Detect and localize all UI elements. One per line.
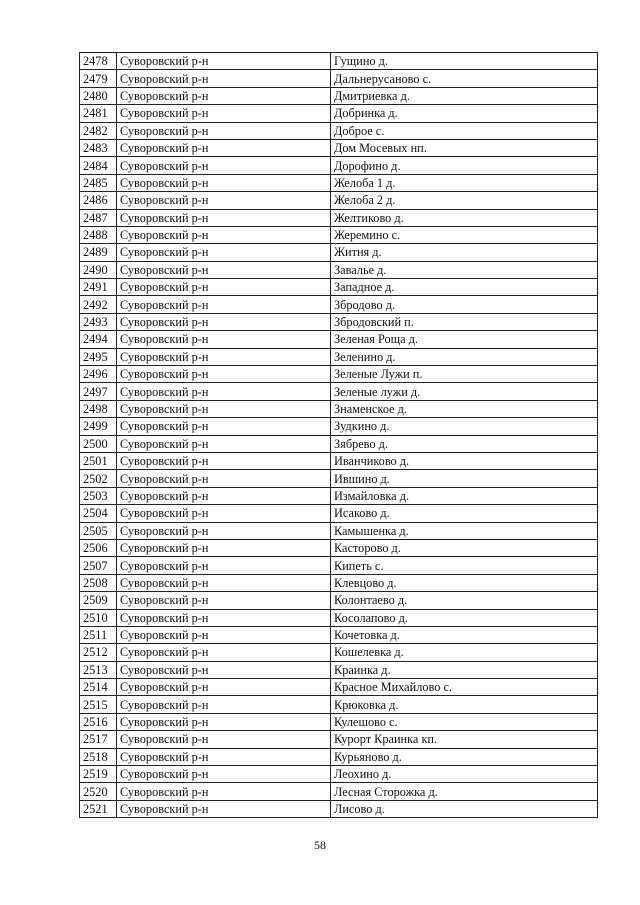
settlements-table <box>79 52 598 818</box>
district-cell: Суворовский р-н <box>117 505 331 522</box>
settlement-cell: Краинка д. <box>331 661 598 678</box>
table-row <box>80 487 598 504</box>
district-cell: Суворовский р-н <box>117 435 331 452</box>
district-cell: Суворовский р-н <box>117 313 331 330</box>
table-row <box>80 626 598 643</box>
settlement-cell: Желоба 2 д. <box>331 192 598 209</box>
row-number-cell: 2493 <box>80 313 117 330</box>
settlement-cell: Доброе с. <box>331 122 598 139</box>
table-row <box>80 400 598 417</box>
district-cell: Суворовский р-н <box>117 192 331 209</box>
row-number-cell: 2514 <box>80 679 117 696</box>
row-number-cell: 2496 <box>80 366 117 383</box>
settlement-cell: Дальнерусаново с. <box>331 70 598 87</box>
row-number-cell: 2490 <box>80 261 117 278</box>
settlement-cell: Зеленые Лужи п. <box>331 366 598 383</box>
settlement-cell: Леохино д. <box>331 766 598 783</box>
table-row <box>80 296 598 313</box>
row-number-cell: 2481 <box>80 105 117 122</box>
district-cell: Суворовский р-н <box>117 452 331 469</box>
table-row <box>80 731 598 748</box>
table-row <box>80 105 598 122</box>
district-cell: Суворовский р-н <box>117 296 331 313</box>
district-cell: Суворовский р-н <box>117 261 331 278</box>
row-number-cell: 2485 <box>80 174 117 191</box>
row-number-cell: 2511 <box>80 626 117 643</box>
table-row <box>80 452 598 469</box>
table-row <box>80 505 598 522</box>
district-cell: Суворовский р-н <box>117 244 331 261</box>
row-number-cell: 2504 <box>80 505 117 522</box>
settlement-cell: Ившино д. <box>331 470 598 487</box>
district-cell: Суворовский р-н <box>117 209 331 226</box>
row-number-cell: 2492 <box>80 296 117 313</box>
table-row <box>80 609 598 626</box>
settlement-cell: Кипеть с. <box>331 557 598 574</box>
district-cell: Суворовский р-н <box>117 800 331 817</box>
row-number-cell: 2494 <box>80 331 117 348</box>
settlement-cell: Зеленые лужи д. <box>331 383 598 400</box>
table-row <box>80 331 598 348</box>
table-row <box>80 679 598 696</box>
settlement-cell: Иванчиково д. <box>331 452 598 469</box>
row-number-cell: 2518 <box>80 748 117 765</box>
row-number-cell: 2502 <box>80 470 117 487</box>
row-number-cell: 2495 <box>80 348 117 365</box>
district-cell: Суворовский р-н <box>117 331 331 348</box>
settlement-cell: Завалье д. <box>331 261 598 278</box>
district-cell: Суворовский р-н <box>117 348 331 365</box>
settlement-cell: Добринка д. <box>331 105 598 122</box>
table-row <box>80 157 598 174</box>
settlement-cell: Жеремино с. <box>331 226 598 243</box>
settlement-cell: Измайловка д. <box>331 487 598 504</box>
table-row <box>80 539 598 556</box>
settlement-cell: Знаменское д. <box>331 400 598 417</box>
district-cell: Суворовский р-н <box>117 400 331 417</box>
table-row <box>80 226 598 243</box>
settlement-cell: Курорт Краинка кп. <box>331 731 598 748</box>
district-cell: Суворовский р-н <box>117 574 331 591</box>
settlement-cell: Красное Михайлово с. <box>331 679 598 696</box>
settlement-cell: Житня д. <box>331 244 598 261</box>
table-row <box>80 383 598 400</box>
district-cell: Суворовский р-н <box>117 644 331 661</box>
settlement-cell: Исаково д. <box>331 505 598 522</box>
settlement-cell: Камышенка д. <box>331 522 598 539</box>
row-number-cell: 2483 <box>80 139 117 156</box>
district-cell: Суворовский р-н <box>117 679 331 696</box>
settlement-cell: Кулешово с. <box>331 713 598 730</box>
table-row <box>80 713 598 730</box>
row-number-cell: 2500 <box>80 435 117 452</box>
settlement-cell: Касторово д. <box>331 539 598 556</box>
row-number-cell: 2517 <box>80 731 117 748</box>
settlement-cell: Кошелевка д. <box>331 644 598 661</box>
row-number-cell: 2513 <box>80 661 117 678</box>
district-cell: Суворовский р-н <box>117 626 331 643</box>
settlement-cell: Желтиково д. <box>331 209 598 226</box>
settlement-cell: Кочетовка д. <box>331 626 598 643</box>
district-cell: Суворовский р-н <box>117 609 331 626</box>
district-cell: Суворовский р-н <box>117 713 331 730</box>
district-cell: Суворовский р-н <box>117 53 331 70</box>
table-row <box>80 70 598 87</box>
district-cell: Суворовский р-н <box>117 557 331 574</box>
table-row <box>80 592 598 609</box>
settlement-cell: Зеленино д. <box>331 348 598 365</box>
settlement-cell: Гущино д. <box>331 53 598 70</box>
table-row <box>80 435 598 452</box>
district-cell: Суворовский р-н <box>117 748 331 765</box>
settlement-cell: Клевцово д. <box>331 574 598 591</box>
table-row <box>80 279 598 296</box>
row-number-cell: 2486 <box>80 192 117 209</box>
table-row <box>80 766 598 783</box>
settlement-cell: Зеленая Роща д. <box>331 331 598 348</box>
row-number-cell: 2505 <box>80 522 117 539</box>
settlement-cell: Зябрево д. <box>331 435 598 452</box>
table-row <box>80 53 598 70</box>
district-cell: Суворовский р-н <box>117 783 331 800</box>
table-row <box>80 644 598 661</box>
settlement-cell: Збродовский п. <box>331 313 598 330</box>
table-body <box>80 53 598 818</box>
row-number-cell: 2521 <box>80 800 117 817</box>
district-cell: Суворовский р-н <box>117 731 331 748</box>
row-number-cell: 2508 <box>80 574 117 591</box>
table-row <box>80 261 598 278</box>
district-cell: Суворовский р-н <box>117 226 331 243</box>
table-row <box>80 748 598 765</box>
district-cell: Суворовский р-н <box>117 487 331 504</box>
table-row <box>80 192 598 209</box>
district-cell: Суворовский р-н <box>117 592 331 609</box>
row-number-cell: 2482 <box>80 122 117 139</box>
table-row <box>80 661 598 678</box>
row-number-cell: 2512 <box>80 644 117 661</box>
table-row <box>80 348 598 365</box>
row-number-cell: 2497 <box>80 383 117 400</box>
row-number-cell: 2491 <box>80 279 117 296</box>
table-row <box>80 366 598 383</box>
district-cell: Суворовский р-н <box>117 139 331 156</box>
district-cell: Суворовский р-н <box>117 661 331 678</box>
table-row <box>80 87 598 104</box>
district-cell: Суворовский р-н <box>117 105 331 122</box>
settlement-cell: Колонтаево д. <box>331 592 598 609</box>
row-number-cell: 2478 <box>80 53 117 70</box>
page-number: 58 <box>314 838 326 852</box>
district-cell: Суворовский р-н <box>117 366 331 383</box>
district-cell: Суворовский р-н <box>117 696 331 713</box>
table-row <box>80 557 598 574</box>
district-cell: Суворовский р-н <box>117 157 331 174</box>
row-number-cell: 2509 <box>80 592 117 609</box>
settlement-cell: Збродово д. <box>331 296 598 313</box>
table-row <box>80 696 598 713</box>
row-number-cell: 2489 <box>80 244 117 261</box>
settlement-cell: Дом Мосевых нп. <box>331 139 598 156</box>
district-cell: Суворовский р-н <box>117 766 331 783</box>
row-number-cell: 2519 <box>80 766 117 783</box>
district-cell: Суворовский р-н <box>117 522 331 539</box>
settlement-cell: Лисово д. <box>331 800 598 817</box>
district-cell: Суворовский р-н <box>117 470 331 487</box>
table-row <box>80 522 598 539</box>
table-row <box>80 244 598 261</box>
district-cell: Суворовский р-н <box>117 70 331 87</box>
row-number-cell: 2498 <box>80 400 117 417</box>
settlement-cell: Западное д. <box>331 279 598 296</box>
row-number-cell: 2487 <box>80 209 117 226</box>
settlement-cell: Дорофино д. <box>331 157 598 174</box>
table-row <box>80 174 598 191</box>
settlement-cell: Курьяново д. <box>331 748 598 765</box>
row-number-cell: 2484 <box>80 157 117 174</box>
row-number-cell: 2520 <box>80 783 117 800</box>
row-number-cell: 2506 <box>80 539 117 556</box>
table-row <box>80 313 598 330</box>
district-cell: Суворовский р-н <box>117 87 331 104</box>
table-row <box>80 139 598 156</box>
table-row <box>80 209 598 226</box>
district-cell: Суворовский р-н <box>117 279 331 296</box>
row-number-cell: 2488 <box>80 226 117 243</box>
settlement-cell: Лесная Сторожка д. <box>331 783 598 800</box>
row-number-cell: 2507 <box>80 557 117 574</box>
row-number-cell: 2479 <box>80 70 117 87</box>
settlement-cell: Желоба 1 д. <box>331 174 598 191</box>
settlement-cell: Дмитриевка д. <box>331 87 598 104</box>
district-cell: Суворовский р-н <box>117 539 331 556</box>
district-cell: Суворовский р-н <box>117 174 331 191</box>
district-cell: Суворовский р-н <box>117 122 331 139</box>
row-number-cell: 2480 <box>80 87 117 104</box>
row-number-cell: 2501 <box>80 452 117 469</box>
settlement-cell: Косолапово д. <box>331 609 598 626</box>
district-cell: Суворовский р-н <box>117 383 331 400</box>
row-number-cell: 2499 <box>80 418 117 435</box>
settlement-cell: Зудкино д. <box>331 418 598 435</box>
district-cell: Суворовский р-н <box>117 418 331 435</box>
row-number-cell: 2510 <box>80 609 117 626</box>
table-row <box>80 418 598 435</box>
row-number-cell: 2516 <box>80 713 117 730</box>
table-row <box>80 470 598 487</box>
table-row <box>80 574 598 591</box>
table-row <box>80 800 598 817</box>
row-number-cell: 2503 <box>80 487 117 504</box>
table-row <box>80 783 598 800</box>
settlement-cell: Крюковка д. <box>331 696 598 713</box>
row-number-cell: 2515 <box>80 696 117 713</box>
table-row <box>80 122 598 139</box>
